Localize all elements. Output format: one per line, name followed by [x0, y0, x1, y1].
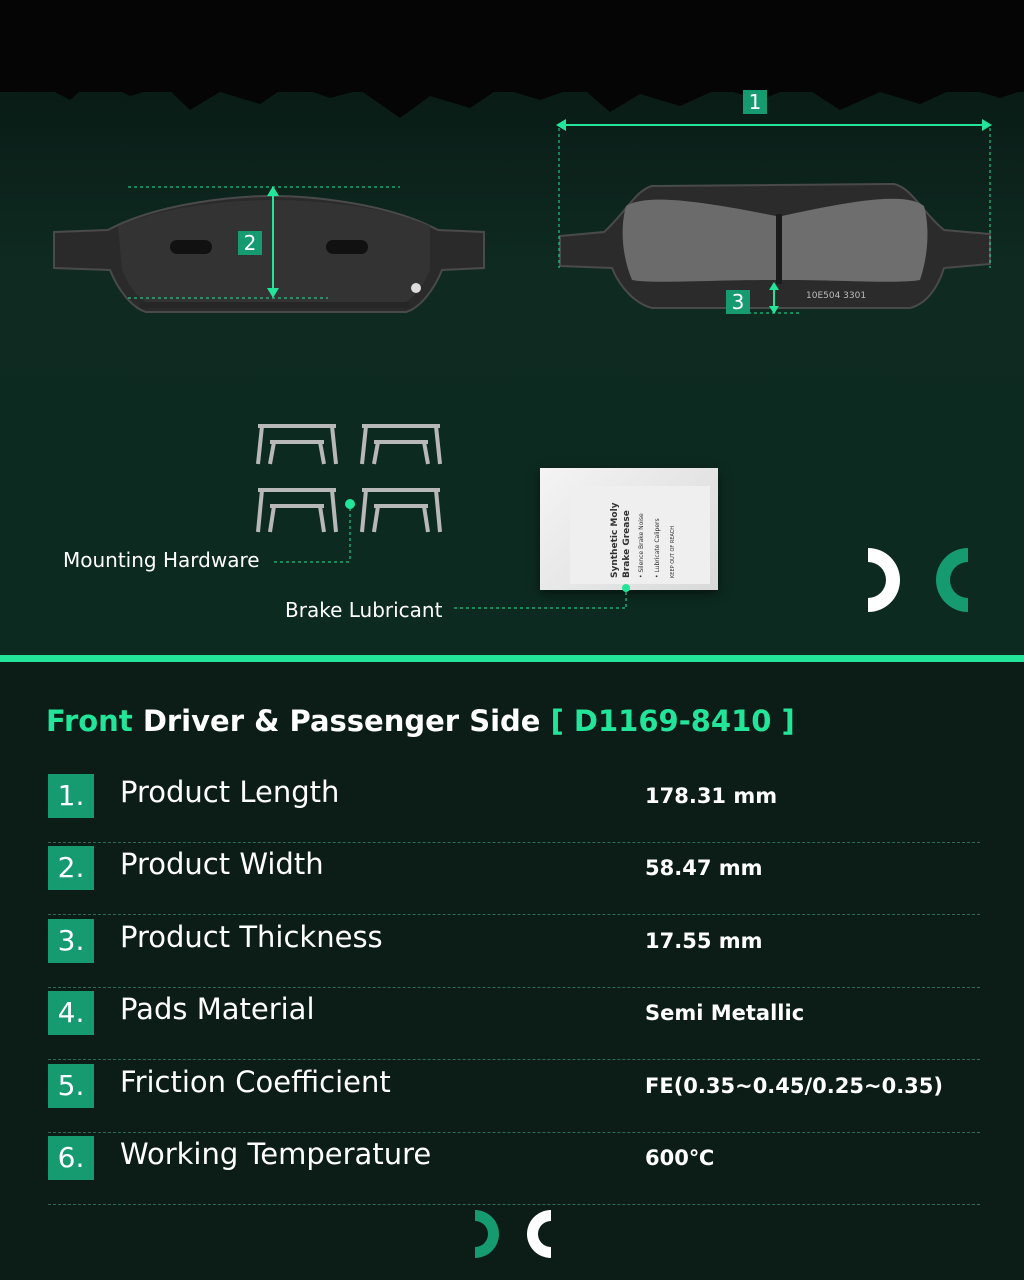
spec-number: 4. [48, 991, 94, 1035]
brake-lubricant-leader [450, 584, 650, 624]
dimension-marker-1: 1 [743, 90, 767, 114]
spec-number: 5. [48, 1064, 94, 1108]
sachet-label [570, 486, 710, 584]
section-divider [0, 655, 1024, 662]
sachet-text-3: • Silence Brake Noise [638, 513, 645, 578]
spec-label: Product Width [120, 847, 324, 881]
pad-stamp: 10E504 3301 [806, 291, 867, 301]
spec-label: Product Length [120, 775, 340, 809]
heading-sides: Driver & Passenger Side [142, 704, 541, 738]
grease-sachet-image [540, 468, 718, 590]
spec-row-temperature [48, 1132, 980, 1205]
sachet-text-1: Synthetic Moly [610, 502, 620, 578]
spec-value: 600℃ [645, 1146, 715, 1170]
callout-brake-lubricant: Brake Lubricant [285, 598, 443, 622]
sachet-text-5: KEEP OUT OF REACH [670, 525, 676, 578]
spec-value: 178.31 mm [645, 784, 778, 808]
spec-row-thickness [48, 915, 980, 988]
sachet-text-4: • Lubricate Calipers [654, 518, 661, 578]
length-dimension-lines [552, 108, 1002, 268]
dc-logo-icon [866, 546, 972, 614]
width-dimension-lines [128, 180, 408, 300]
mounting-hardware-leader [270, 500, 390, 580]
dimension-marker-3: 3 [726, 290, 750, 314]
spec-heading [46, 704, 795, 738]
spec-row-width [48, 842, 980, 915]
sachet-text-2: Brake Grease [622, 510, 632, 578]
spec-number: 6. [48, 1136, 94, 1180]
spec-row-material [48, 987, 980, 1060]
thickness-dimension-lines [748, 282, 808, 322]
heading-front: Front [46, 704, 133, 738]
dc-logo-icon [473, 1208, 553, 1260]
spec-row-length [48, 770, 980, 843]
heading-part-number: [ D1169-8410 ] [550, 704, 795, 738]
spec-value: 17.55 mm [645, 929, 763, 953]
callout-mounting-hardware: Mounting Hardware [63, 548, 260, 572]
spec-number: 2. [48, 846, 94, 890]
spec-label: Working Temperature [120, 1137, 432, 1171]
spec-row-friction [48, 1060, 980, 1133]
spec-label: Pads Material [120, 992, 315, 1026]
spec-number: 3. [48, 919, 94, 963]
spec-label: Friction Coefficient [120, 1065, 391, 1099]
spec-value: FE(0.35~0.45/0.25~0.35) [645, 1074, 943, 1098]
dimension-marker-2: 2 [238, 231, 262, 255]
spec-value: 58.47 mm [645, 856, 763, 880]
spec-number: 1. [48, 774, 94, 818]
spec-label: Product Thickness [120, 920, 383, 954]
spec-value: Semi Metallic [645, 1001, 805, 1025]
